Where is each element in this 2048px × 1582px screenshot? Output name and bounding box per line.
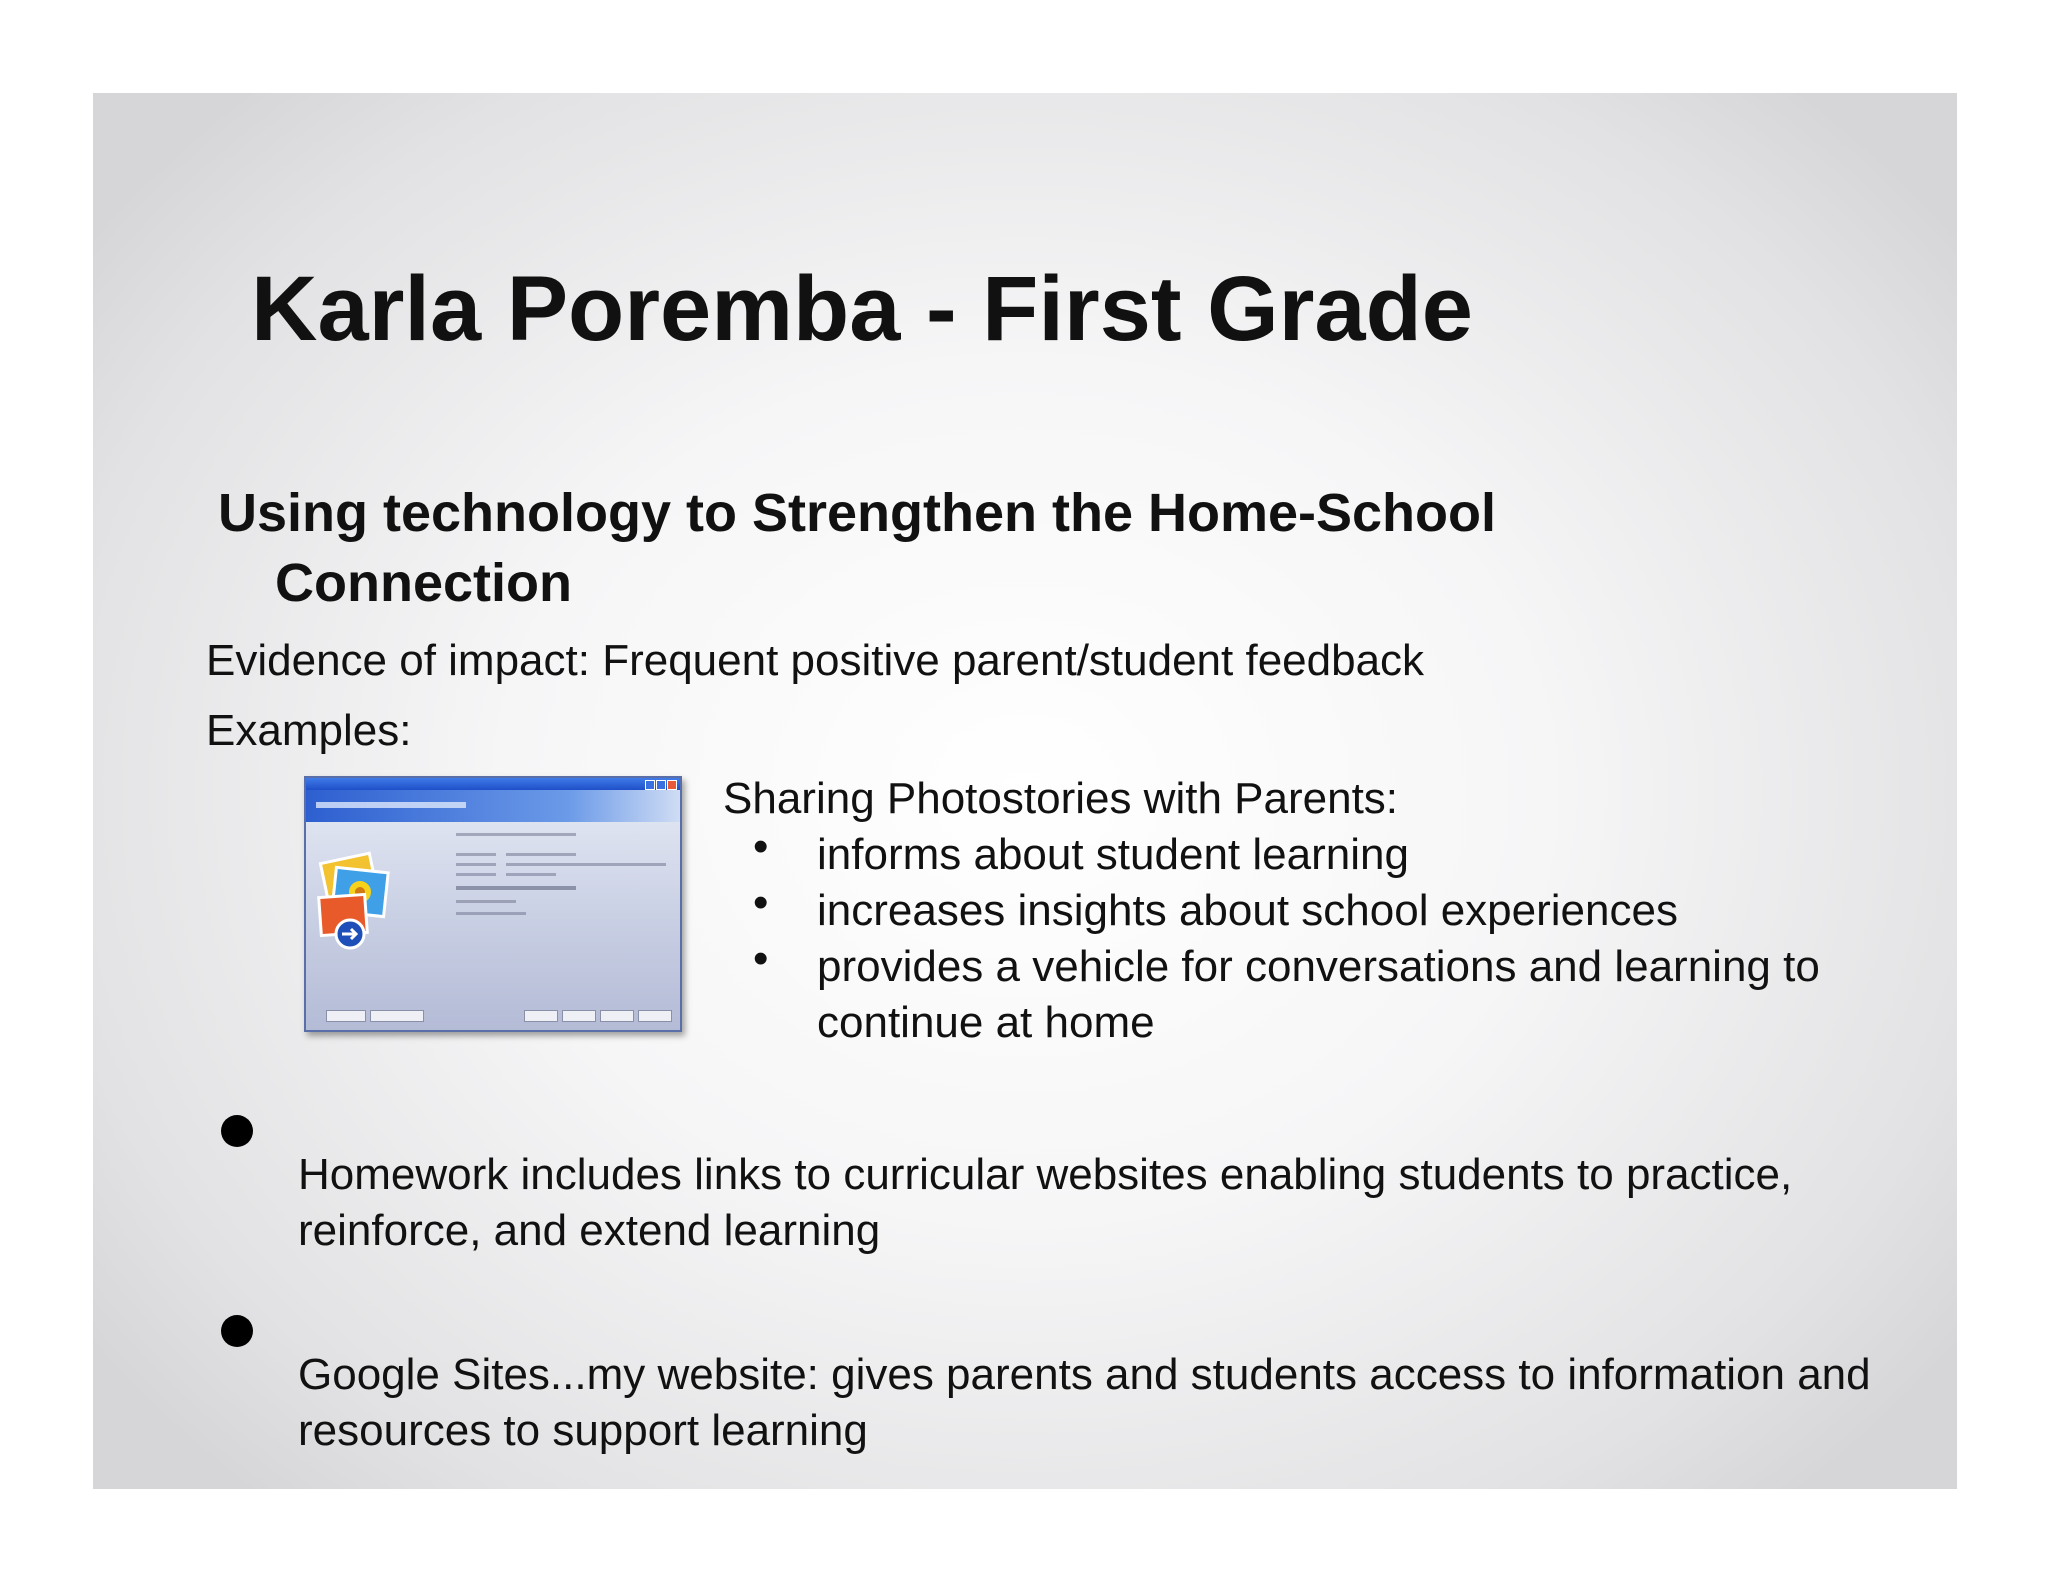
dialog-text-line xyxy=(456,853,496,856)
dialog-button xyxy=(562,1010,596,1022)
dialog-header-text-line xyxy=(316,802,466,808)
bullet-icon: • xyxy=(753,822,769,871)
bullet-icon: • xyxy=(753,934,769,983)
dialog-text-line xyxy=(456,863,496,866)
photo-story-icon xyxy=(316,848,396,958)
dialog-button xyxy=(638,1010,672,1022)
examples-label: Examples: xyxy=(206,706,412,755)
dialog-text-line xyxy=(506,873,556,876)
minimize-icon xyxy=(645,780,655,790)
list-item-text: Homework includes links to curricular websites enabling students to practice, reinforce, and extend learning xyxy=(298,1150,1793,1255)
bullet-dot-icon xyxy=(221,1115,253,1147)
list-item-text: provides a vehicle for conversations and learning to continue at home xyxy=(817,942,1820,1047)
dialog-button xyxy=(524,1010,558,1022)
dialog-text-line xyxy=(456,912,526,915)
photostories-heading: Sharing Photostories with Parents: xyxy=(723,774,1399,823)
bullet-icon: • xyxy=(753,878,769,927)
subtitle-line-2: Connection xyxy=(275,553,572,613)
dialog-text-line xyxy=(456,900,516,903)
dialog-text-line xyxy=(506,863,666,866)
dialog-text-line xyxy=(456,886,576,890)
slide-title: Karla Poremba - First Grade xyxy=(251,258,1473,360)
list-item xyxy=(723,934,1873,1051)
slide-subtitle xyxy=(218,478,1718,618)
dialog-button xyxy=(370,1010,424,1022)
bullet-dot-icon xyxy=(221,1315,253,1347)
close-icon xyxy=(667,780,677,790)
maximize-icon xyxy=(656,780,666,790)
dialog-text-line xyxy=(456,833,576,836)
photostories-block xyxy=(723,771,1873,1051)
evidence-text: Evidence of impact: Frequent positive parent/student feedback xyxy=(206,636,1425,685)
dialog-header xyxy=(306,790,680,822)
dialog-titlebar xyxy=(306,778,680,790)
dialog-button xyxy=(326,1010,366,1022)
list-item xyxy=(723,822,1873,883)
list-item xyxy=(723,878,1873,939)
dialog-button xyxy=(600,1010,634,1022)
photostory-dialog-thumbnail xyxy=(304,776,682,1032)
slide xyxy=(93,93,1957,1489)
dialog-text-line xyxy=(456,873,496,876)
photostories-list xyxy=(723,822,1873,1051)
dialog-text-line xyxy=(506,853,576,856)
subtitle-line-1: Using technology to Strengthen the Home-School xyxy=(218,483,1497,543)
list-item-text: informs about student learning xyxy=(817,830,1409,879)
list-item-text: increases insights about school experiences xyxy=(817,886,1678,935)
list-item-text: Google Sites...my website: gives parents and students access to information and resources to support learning xyxy=(298,1350,1871,1455)
